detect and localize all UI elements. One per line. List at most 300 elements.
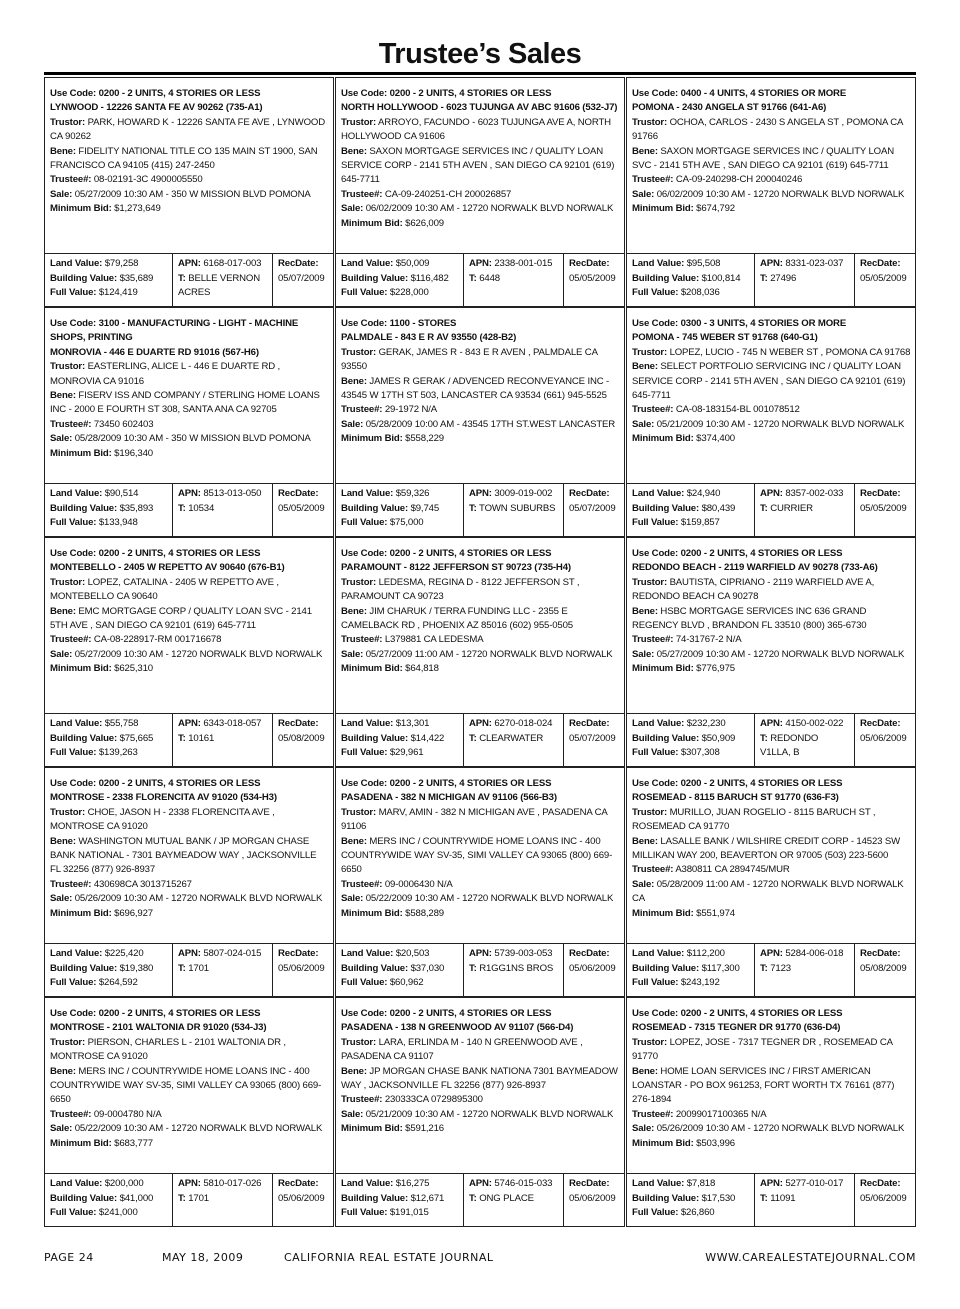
listing-details [45, 308, 333, 483]
minimum-bid-value: $374,400 [696, 433, 735, 445]
building-value [632, 732, 751, 747]
minimum-bid [50, 202, 329, 216]
property-address-value: ROSEMEAD - 8115 BARUCH ST 91770 (636-F3) [632, 792, 839, 804]
building-value-label: Building Value: [50, 502, 118, 514]
values-cell [627, 1174, 755, 1226]
listing-details [627, 768, 915, 943]
building-value-label: Building Value: [632, 1192, 700, 1204]
land-value-value: $95,508 [686, 258, 721, 269]
listing-values [627, 943, 915, 996]
apn-cell [173, 1174, 273, 1226]
beneficiary [632, 1065, 911, 1108]
listing-values [627, 483, 915, 536]
beneficiary-label: Bene: [341, 145, 367, 157]
trustor-value: PIERSON, CHARLES L - 2101 WALTONIA DR , MONTROSE CA 91020 [50, 1036, 286, 1063]
beneficiary [50, 835, 329, 878]
beneficiary-value: JIM CHARUK / TERRA FUNDING LLC - 2355 E CAMELBACK RD , PHOENIX AZ 85016 (602) 955-0505 [341, 605, 573, 632]
land-value [632, 1177, 751, 1192]
beneficiary-value: EMC MORTGAGE CORP / QUALITY LOAN SVC - 2141 5TH AVE , SAN DIEGO CA 92101 (619) 645-7711 [50, 605, 312, 632]
minimum-bid-label: Minimum Bid: [632, 203, 694, 215]
values-cell [627, 484, 755, 536]
values-cell [45, 254, 173, 306]
property-address [341, 561, 620, 575]
apn-label: APN: [760, 718, 783, 729]
listing-details [627, 308, 915, 483]
full-value [341, 286, 460, 301]
sale-info [341, 418, 620, 432]
minimum-bid [632, 202, 911, 216]
land-value-label: Land Value: [632, 258, 685, 269]
building-value-label: Building Value: [50, 272, 118, 284]
land-value-value: $24,940 [686, 488, 721, 499]
recdate-cell [564, 484, 624, 536]
building-value [341, 272, 460, 287]
minimum-bid [50, 1137, 329, 1151]
sale-info [341, 648, 620, 662]
tract [760, 732, 851, 761]
sale-info [632, 878, 911, 907]
recdate-cell [564, 714, 624, 766]
building-value-value: $12,671 [410, 1192, 445, 1204]
values-cell [45, 714, 173, 766]
use-code-value: Use Code: 0200 - 2 UNITS, 4 STORIES OR LESS [50, 88, 261, 99]
trustee-number-value: 09-0004780 N/A [93, 1108, 162, 1120]
land-value [50, 717, 169, 732]
apn-value: 5277-010-017 [785, 1178, 844, 1189]
building-value [632, 502, 751, 517]
trustor [341, 116, 620, 145]
use-code [632, 1007, 911, 1021]
tract-label: T: [760, 502, 768, 514]
tract-label: T: [760, 732, 768, 744]
tract-value: REDONDO V1LLA, B [760, 732, 819, 759]
building-value-value: $9,745 [410, 502, 440, 514]
listing-values [336, 713, 624, 766]
apn-value: 8357-002-033 [785, 488, 844, 499]
land-value [341, 257, 460, 272]
apn [760, 717, 851, 732]
sale-info [341, 202, 620, 216]
use-code-value: Use Code: 0200 - 2 UNITS, 4 STORIES OR LESS [341, 548, 552, 559]
recdate-cell [273, 714, 333, 766]
apn-label: APN: [469, 258, 492, 269]
values-cell [336, 1174, 464, 1226]
use-code-value: Use Code: 0200 - 2 UNITS, 4 STORIES OR LESS [632, 1008, 843, 1019]
apn-label: APN: [760, 258, 783, 269]
trustor-label: Trustor: [632, 116, 668, 128]
land-value [632, 487, 751, 502]
sale-info [632, 418, 911, 432]
use-code [50, 87, 329, 101]
trustee-number-label: Trustee#: [632, 634, 674, 646]
land-value-value: $79,258 [104, 258, 139, 269]
building-value-value: $80,439 [701, 502, 736, 514]
trustee-number [50, 1108, 329, 1122]
apn [469, 947, 560, 962]
beneficiary-label: Bene: [341, 1065, 367, 1077]
full-value [50, 516, 169, 531]
property-address [341, 1021, 620, 1035]
tract-value: 7123 [770, 962, 791, 974]
tract-value: 11091 [770, 1192, 796, 1204]
beneficiary-label: Bene: [341, 835, 367, 847]
values-cell [336, 944, 464, 996]
apn-value: 5810-017-026 [203, 1178, 262, 1189]
use-code-value: Use Code: 0200 - 2 UNITS, 4 STORIES OR LESS [50, 778, 261, 789]
listing-card [335, 537, 625, 767]
apn-value: 4150-002-022 [785, 718, 844, 729]
trustee-number [632, 633, 911, 647]
apn-value: 5739-003-053 [494, 948, 553, 959]
recdate-cell [564, 944, 624, 996]
trustee-number [50, 633, 329, 647]
land-value-value: $90,514 [104, 488, 139, 499]
trustor-value: LEDESMA, REGINA D - 8122 JEFFERSON ST , PARAMOUNT CA 90723 [341, 576, 580, 603]
building-value [341, 1192, 460, 1207]
trustor-value: BAUTISTA, CIPRIANO - 2119 WARFIELD AVE A, REDONDO BEACH CA 90278 [632, 576, 875, 603]
minimum-bid-value: $776,975 [696, 663, 735, 675]
listing-details [627, 78, 915, 253]
recdate-value: 05/05/2009 [860, 502, 907, 514]
trustor-label: Trustor: [632, 806, 668, 818]
tract-value: 6448 [479, 272, 500, 284]
full-value-value: $208,036 [680, 287, 720, 299]
recdate-label: RecDate: [860, 258, 901, 269]
full-value-label: Full Value: [50, 287, 97, 299]
page-footer [44, 1251, 916, 1265]
recdate-cell [273, 254, 333, 306]
sale-info-value: 05/26/2009 10:30 AM - 12720 NORWALK BLVD NORWALK [656, 1123, 905, 1135]
minimum-bid-value: $196,340 [114, 447, 153, 459]
building-value-label: Building Value: [632, 732, 700, 744]
building-value-value: $17,530 [701, 1192, 736, 1204]
sale-info [50, 892, 329, 906]
minimum-bid-label: Minimum Bid: [50, 663, 112, 675]
tract-label: T: [760, 1192, 768, 1204]
building-value-value: $14,422 [410, 732, 445, 744]
tract [469, 1192, 560, 1207]
footer-page-number: PAGE 24 [44, 1251, 94, 1264]
beneficiary [341, 145, 620, 188]
trustor-label: Trustor: [341, 116, 377, 128]
tract-value: 1701 [188, 962, 209, 974]
land-value-label: Land Value: [632, 718, 685, 729]
listing-values [45, 713, 333, 766]
land-value-label: Land Value: [341, 1178, 394, 1189]
trustor [50, 576, 329, 605]
trustor-label: Trustor: [341, 1036, 377, 1048]
property-address [341, 791, 620, 805]
listing-values [336, 943, 624, 996]
trustor-value: LARA, ERLINDA M - 140 N GREENWOOD AVE , PASADENA CA 91107 [341, 1036, 583, 1063]
trustee-number-label: Trustee#: [632, 864, 674, 876]
use-code [50, 777, 329, 791]
land-value-label: Land Value: [341, 258, 394, 269]
land-value-value: $112,200 [686, 948, 725, 959]
building-value-value: $35,893 [119, 502, 154, 514]
listing-card [44, 537, 334, 767]
sale-info-value: 05/21/2009 10:30 AM - 12720 NORWALK BLVD NORWALK [656, 418, 905, 430]
land-value-value: $200,000 [104, 1178, 144, 1189]
listing-card [44, 307, 334, 537]
land-value-label: Land Value: [50, 258, 103, 269]
land-value [50, 1177, 169, 1192]
recdate-value: 05/06/2009 [860, 1192, 907, 1204]
sale-info-label: Sale: [50, 188, 73, 200]
listing-card [335, 767, 625, 997]
minimum-bid-value: $625,310 [114, 663, 153, 675]
land-value-value: $20,503 [395, 948, 430, 959]
recdate-cell [855, 484, 915, 536]
use-code [50, 1007, 329, 1021]
minimum-bid-value: $591,216 [405, 1123, 444, 1135]
tract [178, 962, 269, 977]
recdate-value: 05/07/2009 [569, 502, 616, 514]
full-value [341, 976, 460, 991]
beneficiary-label: Bene: [50, 835, 76, 847]
use-code-value: Use Code: 0200 - 2 UNITS, 4 STORIES OR LESS [632, 778, 843, 789]
land-value-label: Land Value: [341, 948, 394, 959]
property-address [632, 1021, 911, 1035]
listing-card [44, 997, 334, 1227]
sale-info-label: Sale: [632, 648, 655, 660]
minimum-bid-value: $558,229 [405, 433, 444, 445]
trustee-number-value: CA-09-240251-CH 200026857 [384, 188, 512, 200]
land-value [50, 257, 169, 272]
full-value-value: $26,860 [680, 1207, 715, 1219]
listing-grid [44, 77, 916, 1227]
recdate-value: 05/06/2009 [278, 962, 325, 974]
full-value-value: $243,192 [680, 977, 720, 989]
trustor [632, 1036, 911, 1065]
use-code-value: Use Code: 0200 - 2 UNITS, 4 STORIES OR LESS [50, 548, 261, 559]
minimum-bid-value: $626,009 [405, 217, 444, 229]
trustee-number [50, 878, 329, 892]
recdate-label: RecDate: [860, 718, 901, 729]
tract-value: 10161 [188, 732, 215, 744]
trustee-number-label: Trustee#: [50, 418, 92, 430]
footer-publication: CALIFORNIA REAL ESTATE JOURNAL [284, 1251, 494, 1264]
building-value-value: $50,909 [701, 732, 736, 744]
apn [469, 257, 560, 272]
full-value-label: Full Value: [341, 977, 388, 989]
property-address [341, 331, 620, 345]
recdate-label: RecDate: [860, 948, 901, 959]
sale-info [632, 188, 911, 202]
land-value [341, 947, 460, 962]
tract-label: T: [178, 502, 186, 514]
listing-details [45, 78, 333, 253]
trustee-number-label: Trustee#: [341, 188, 383, 200]
recdate-value: 05/08/2009 [278, 732, 325, 744]
beneficiary [50, 145, 329, 174]
minimum-bid [50, 907, 329, 921]
values-cell [627, 714, 755, 766]
building-value [632, 272, 751, 287]
trustee-number [341, 1093, 620, 1107]
land-value-label: Land Value: [632, 488, 685, 499]
apn-cell [755, 714, 855, 766]
recdate-value: 05/05/2009 [860, 272, 907, 284]
full-value-value: $159,857 [680, 517, 720, 529]
tract-value: 27496 [770, 272, 797, 284]
sale-info [632, 1122, 911, 1136]
trustee-number-label: Trustee#: [341, 1094, 383, 1106]
minimum-bid [341, 662, 620, 676]
use-code [341, 317, 620, 331]
sale-info-value: 05/28/2009 10:00 AM - 43545 17TH ST.WEST LANCASTER [365, 418, 616, 430]
trustor-label: Trustor: [50, 116, 86, 128]
minimum-bid [632, 1137, 911, 1151]
sale-info [50, 648, 329, 662]
sale-info-value: 05/27/2009 10:30 AM - 350 W MISSION BLVD POMONA [74, 188, 311, 200]
tract [760, 962, 851, 977]
minimum-bid-label: Minimum Bid: [50, 1137, 112, 1149]
recdate-value: 05/06/2009 [860, 732, 907, 744]
use-code-value: Use Code: 0300 - 3 UNITS, 4 STORIES OR MORE [632, 318, 847, 329]
tract-label: T: [178, 1192, 186, 1204]
trustee-number-value: 230333CA 0729895300 [384, 1094, 483, 1106]
apn-value: 6168-017-003 [203, 258, 262, 269]
building-value-label: Building Value: [341, 962, 409, 974]
recdate-cell [564, 1174, 624, 1226]
land-value [341, 1177, 460, 1192]
full-value [632, 1206, 751, 1221]
minimum-bid-label: Minimum Bid: [632, 663, 694, 675]
building-value-value: $37,030 [410, 962, 445, 974]
tract [469, 502, 560, 517]
footer-date: MAY 18, 2009 [162, 1251, 244, 1264]
listing-values [45, 943, 333, 996]
full-value-label: Full Value: [632, 977, 679, 989]
beneficiary-label: Bene: [632, 835, 658, 847]
property-address [50, 346, 329, 360]
property-address [632, 101, 911, 115]
use-code [341, 777, 620, 791]
beneficiary [632, 835, 911, 864]
minimum-bid [50, 447, 329, 461]
trustor-label: Trustor: [50, 361, 86, 373]
land-value [632, 257, 751, 272]
sale-info-label: Sale: [341, 648, 364, 660]
use-code [341, 547, 620, 561]
minimum-bid-label: Minimum Bid: [341, 217, 403, 229]
property-address-value: MONTEBELLO - 2405 W REPETTO AV 90640 (676-B1) [50, 562, 285, 574]
apn-label: APN: [178, 1178, 201, 1189]
trustor [341, 806, 620, 835]
values-cell [336, 714, 464, 766]
minimum-bid [632, 432, 911, 446]
minimum-bid [341, 1122, 620, 1136]
beneficiary-value: FISERV ISS AND COMPANY / STERLING HOME LOANS INC - 2000 E FOURTH ST 308, SANTA ANA CA 92705 [50, 390, 320, 416]
trustee-number-value: CA-08-228917-RM 001716678 [93, 634, 222, 646]
tract [760, 1192, 851, 1207]
sale-info-value: 05/28/2009 11:00 AM - 12720 NORWALK BLVD NORWALK CA [632, 878, 904, 905]
tract [178, 732, 269, 747]
recdate-cell [855, 1174, 915, 1226]
sale-info-value: 06/02/2009 10:30 AM - 12720 NORWALK BLVD NORWALK [656, 188, 905, 200]
use-code [341, 1007, 620, 1021]
recdate-label: RecDate: [278, 1178, 319, 1189]
listing-values [627, 713, 915, 766]
recdate-label: RecDate: [569, 948, 610, 959]
use-code [632, 547, 911, 561]
apn-label: APN: [178, 718, 201, 729]
land-value-label: Land Value: [341, 718, 394, 729]
land-value-value: $232,230 [686, 718, 726, 729]
tract-value: 10534 [188, 502, 215, 514]
listing-values [45, 483, 333, 536]
trustee-number-label: Trustee#: [50, 878, 92, 890]
sale-info-label: Sale: [632, 188, 655, 200]
apn-cell [464, 714, 564, 766]
minimum-bid-label: Minimum Bid: [341, 907, 403, 919]
property-address [341, 101, 620, 115]
use-code [50, 317, 329, 346]
land-value-value: $225,420 [104, 948, 144, 959]
tract [760, 272, 851, 287]
listing-values [627, 1173, 915, 1226]
trustor-label: Trustor: [50, 576, 86, 588]
trustor-value: PARK, HOWARD K - 12226 SANTA FE AVE , LYNWOOD CA 90262 [50, 116, 325, 143]
minimum-bid-label: Minimum Bid: [632, 433, 694, 445]
beneficiary-value: MERS INC / COUNTRYWIDE HOME LOANS INC - 400 COUNTRYWIDE WAY SV-35, SIMI VALLEY CA 93065 (800) 669-6650 [50, 1065, 322, 1106]
apn-value: 8513-013-050 [203, 488, 262, 499]
beneficiary-label: Bene: [341, 375, 367, 387]
values-cell [336, 484, 464, 536]
apn-cell [755, 254, 855, 306]
recdate-value: 05/06/2009 [569, 962, 616, 974]
beneficiary-label: Bene: [50, 145, 76, 157]
listing-card [44, 77, 334, 307]
full-value-value: $307,308 [680, 747, 720, 759]
property-address-value: PALMDALE - 843 E R AV 93550 (428-B2) [341, 332, 517, 344]
apn-label: APN: [178, 948, 201, 959]
recdate-cell [855, 944, 915, 996]
apn-value: 6270-018-024 [494, 718, 553, 729]
listing-details [45, 768, 333, 943]
minimum-bid-value: $674,792 [696, 203, 735, 215]
use-code-value: Use Code: 3100 - MANUFACTURING - LIGHT - MACHINE SHOPS, PRINTING [50, 318, 299, 344]
full-value-value: $75,000 [389, 517, 424, 529]
use-code-value: Use Code: 0200 - 2 UNITS, 4 STORIES OR LESS [50, 1008, 261, 1019]
land-value-value: $59,326 [395, 488, 430, 499]
use-code-value: Use Code: 1100 - STORES [341, 318, 457, 329]
property-address [632, 791, 911, 805]
trustee-number-value: CA-08-183154-BL 001078512 [675, 404, 800, 416]
apn-value: 5284-006-018 [785, 948, 844, 959]
apn-label: APN: [469, 1178, 492, 1189]
recdate-label: RecDate: [860, 1178, 901, 1189]
listing-card [626, 77, 916, 307]
trustee-number [632, 173, 911, 187]
recdate-label: RecDate: [569, 258, 610, 269]
apn [469, 1177, 560, 1192]
trustee-number-label: Trustee#: [341, 878, 383, 890]
minimum-bid-value: $503,996 [696, 1137, 735, 1149]
building-value-label: Building Value: [632, 962, 700, 974]
trustor [632, 806, 911, 835]
trustee-number [50, 173, 329, 187]
beneficiary [50, 605, 329, 634]
full-value-label: Full Value: [341, 287, 388, 299]
property-address-value: MONROVIA - 446 E DUARTE RD 91016 (567-H6) [50, 346, 259, 358]
apn-label: APN: [469, 948, 492, 959]
minimum-bid-label: Minimum Bid: [50, 203, 112, 215]
building-value-value: $75,665 [119, 732, 154, 744]
trustor-label: Trustor: [341, 346, 377, 358]
trustee-number [341, 188, 620, 202]
